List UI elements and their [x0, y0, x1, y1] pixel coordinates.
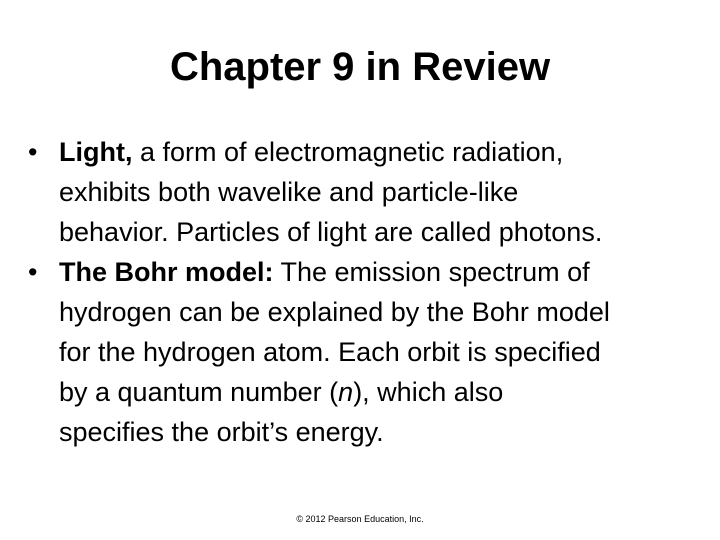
slide-title: Chapter 9 in Review	[169, 45, 551, 89]
copyright-footer: © 2012 Pearson Education, Inc.	[296, 514, 424, 524]
bullet-icon: •	[28, 257, 38, 287]
quantum-number-symbol: n	[338, 377, 354, 407]
bullet-line: exhibits both wavelike and particle-like	[59, 177, 519, 207]
bullet-lead: Light,	[59, 137, 133, 167]
bullet-item-bohr-model	[28, 252, 718, 452]
bullet-lead: The Bohr model:	[59, 257, 274, 287]
bullet-list	[28, 132, 718, 452]
bullet-line: behavior. Particles of light are called photons.	[59, 217, 603, 247]
bullet-line	[59, 132, 718, 172]
bullet-line: specifies the orbit’s energy.	[59, 417, 384, 447]
bullet-icon: •	[28, 137, 38, 167]
bullet-text: a form of electromagnetic radiation,	[132, 137, 564, 167]
bullet-item-light	[28, 132, 718, 252]
bullet-text: ), which also	[353, 377, 504, 407]
bullet-text: by a quantum number (	[59, 377, 339, 407]
bullet-line: hydrogen can be explained by the Bohr model	[59, 297, 610, 327]
bullet-text: The emission spectrum of	[273, 257, 590, 287]
bullet-line: for the hydrogen atom. Each orbit is specified	[59, 337, 601, 367]
bullet-line	[59, 372, 718, 412]
bullet-line	[59, 252, 718, 292]
